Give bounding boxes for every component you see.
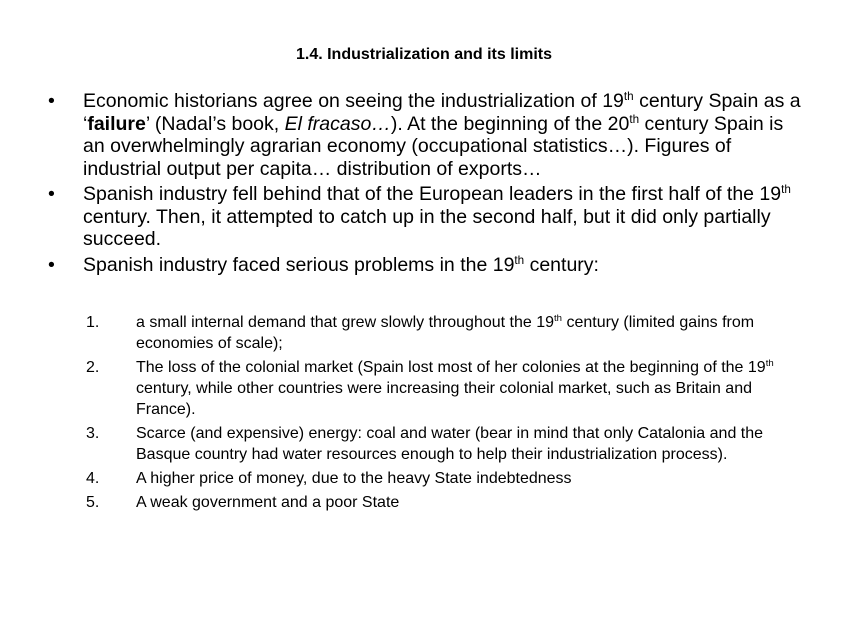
bullet-item <box>48 90 808 180</box>
numbered-item <box>86 492 798 513</box>
item-text: a small internal demand that grew slowly throughout the 19 <box>136 314 555 331</box>
bullet-text: Spanish industry faced serious problems in the 19 <box>83 253 515 276</box>
bullet-item <box>48 183 808 251</box>
numbered-list <box>86 312 798 516</box>
numbered-item <box>86 423 798 465</box>
numbered-item <box>86 312 798 354</box>
ordinal-superscript: th <box>781 182 791 196</box>
ordinal-superscript: th <box>514 253 525 267</box>
bullet-marker: • <box>48 183 55 205</box>
item-text: century (limited gains from economies of scale); <box>136 314 755 352</box>
item-number: 3. <box>86 425 100 442</box>
bullet-text: Economic historians agree on seeing the industrialization of 19 <box>83 90 624 112</box>
slide-title: 1.4. Industrialization and its limits <box>295 46 553 63</box>
item-text: Scarce (and expensive) energy: coal and water (bear in mind that only Catalonia and the Basque country had water resources enough to help their industrialization process). <box>136 425 764 463</box>
ordinal-superscript: th <box>765 358 774 370</box>
bullet-text: Spanish industry fell behind that of the European leaders in the first half of the 19 <box>83 183 782 205</box>
bullet-text: ). At the beginning of the 20 <box>390 112 630 135</box>
item-number: 4. <box>86 470 100 487</box>
bullet-text: century Spain as a ‘ <box>83 90 801 135</box>
ordinal-superscript: th <box>554 313 563 325</box>
item-number: 5. <box>86 494 100 511</box>
item-text: A higher price of money, due to the heavy State indebtedness <box>136 470 572 487</box>
bullet-text: century: <box>524 253 599 276</box>
bullet-text: ’ (Nadal’s book, <box>145 112 285 135</box>
item-text: century, while other countries were increasing their colonial market, such as Britain and France). <box>136 380 752 418</box>
bullet-text: century Spain is an overwhelmingly agrarian economy (occupational statistics…). Figures of industrial output per capita… distribution of exports… <box>83 112 784 180</box>
bullet-marker: • <box>48 253 55 276</box>
item-number: 2. <box>86 359 100 376</box>
item-text: A weak government and a poor State <box>136 494 400 511</box>
ordinal-superscript: th <box>623 89 634 103</box>
bullet-marker: • <box>48 90 55 112</box>
item-text: The loss of the colonial market (Spain lost most of her colonies at the beginning of the 19 <box>136 359 766 376</box>
numbered-item <box>86 468 798 489</box>
book-title-italic: El fracaso… <box>284 112 391 135</box>
bullet-text: century. Then, it attempted to catch up in the second half, but it did only partially succeed. <box>83 205 771 250</box>
emphasis-bold: failure <box>87 112 146 135</box>
ordinal-superscript: th <box>629 112 640 126</box>
numbered-item <box>86 357 798 420</box>
bullet-item <box>48 254 808 277</box>
bullet-list <box>48 90 808 279</box>
item-number: 1. <box>86 314 100 331</box>
